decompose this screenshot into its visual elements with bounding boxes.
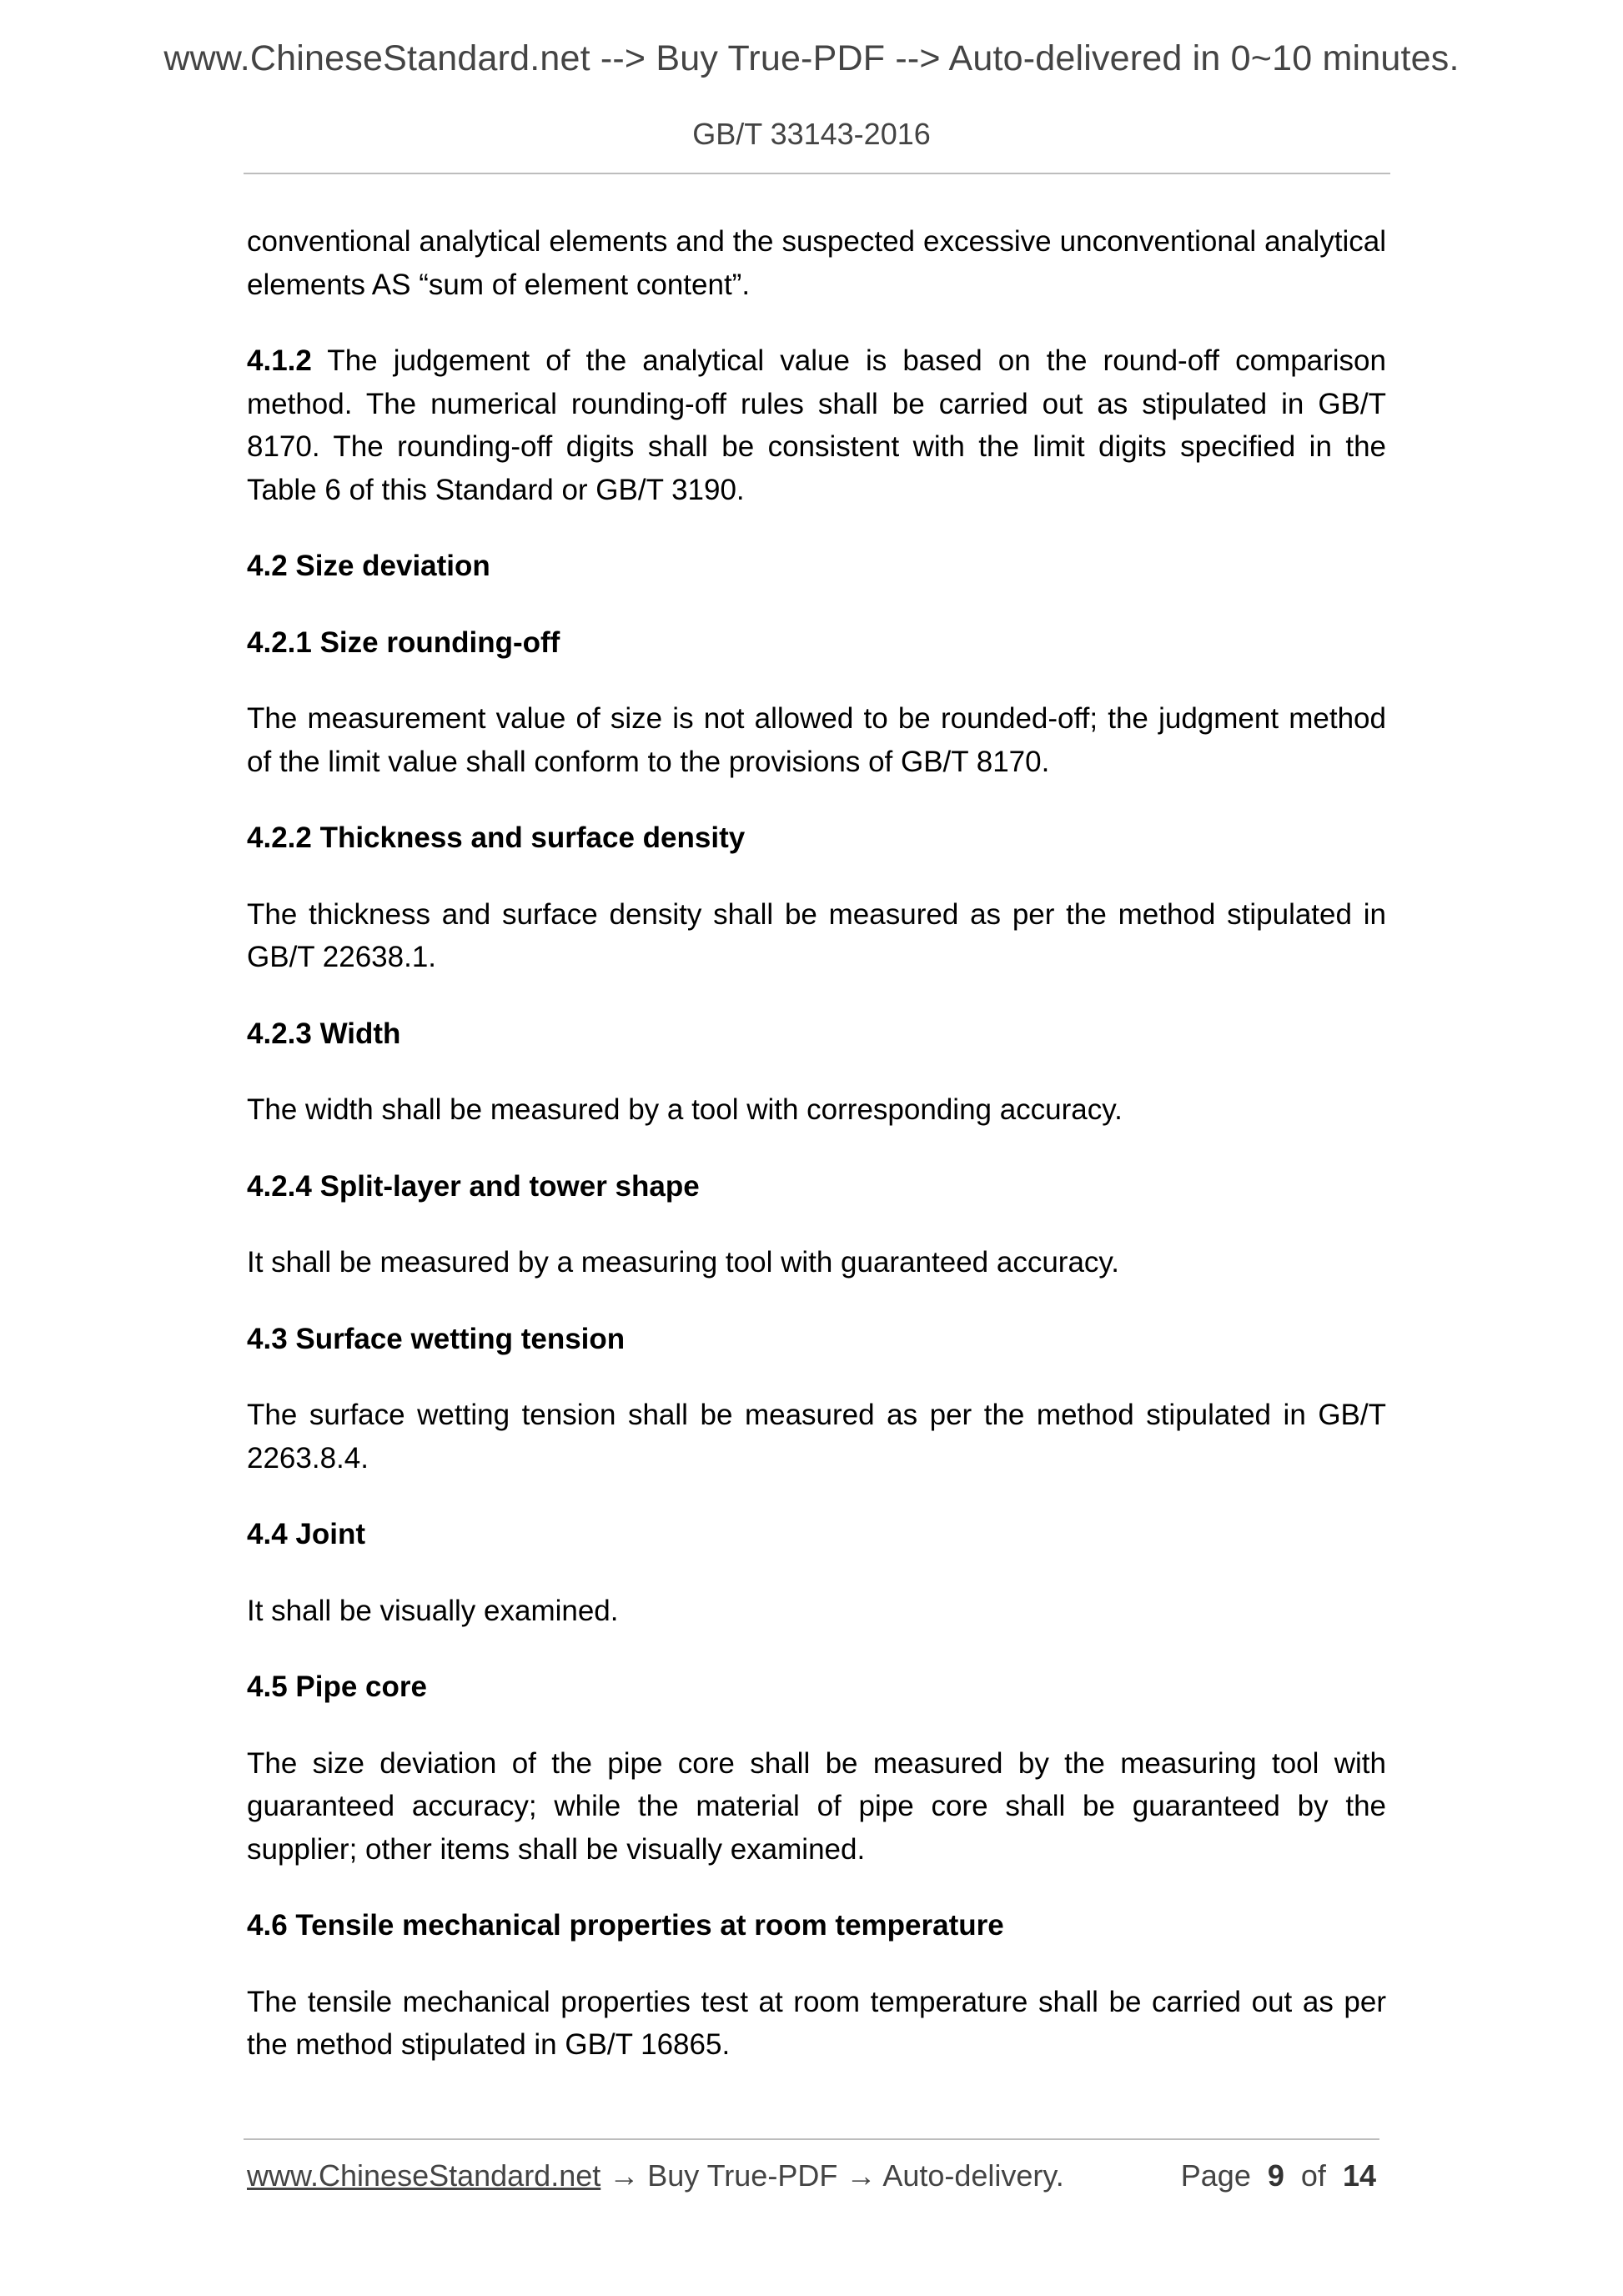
document-body [247,220,1386,2100]
paragraph-4-5: The size deviation of the pipe core shall be measured by the measuring tool with guaranteed accuracy; while the material of pipe core shall be guaranteed by the supplier; other items shall be visually examined. [247,1746,1386,1866]
page-indicator [1181,2158,1376,2193]
of-label: of [1300,2158,1326,2193]
page-number: 9 [1267,2158,1284,2193]
page-label: Page [1180,2158,1251,2193]
paragraph-4-6: The tensile mechanical properties test at room temperature shall be carried out as per the method stipulated in GB/T 16865. [247,1985,1386,2061]
heading-4-5: 4.5 Pipe core [247,1671,427,1703]
paragraph-continued: conventional analytical elements and the suspected excessive unconventional analytical elements AS “sum of element content”. [247,225,1386,301]
heading-4-4: 4.4 Joint [247,1518,365,1550]
paragraph-4-2-3: The width shall be measured by a tool with corresponding accuracy. [247,1093,1123,1126]
clause-text: The judgement of the analytical value is based on the round-off comparison method. The numerical rounding-off rules shall be carried out as stipulated in GB/T 8170. The rounding-off digits shall be consistent with the limit digits specified in the Table 6 of this Standard or GB/T 3190. [247,344,1386,506]
paragraph-4-2-2: The thickness and surface density shall be measured as per the method stipulated in GB/T 22638.1. [247,897,1386,973]
clause-number: 4.1.2 [247,344,312,377]
clause-4-1-2 [247,339,1386,511]
footer-tagline: → Buy True-PDF → Auto-delivery. [600,2158,1064,2193]
document-code: GB/T 33143-2016 [692,117,931,151]
heading-4-2: 4.2 Size deviation [247,550,490,582]
paragraph-4-4: It shall be visually examined. [247,1594,619,1627]
paragraph-4-2-4: It shall be measured by a measuring tool with guaranteed accuracy. [247,1246,1120,1279]
page-footer [247,2158,1376,2193]
footer-site-link[interactable]: www.ChineseStandard.net [247,2158,601,2193]
footer-left [247,2158,1064,2193]
header-divider [244,173,1390,174]
paragraph-4-2-1: The measurement value of size is not allowed to be rounded-off; the judgment method of the limit value shall conform to the provisions of GB/T 8170. [247,702,1386,778]
heading-4-2-1: 4.2.1 Size rounding-off [247,625,560,659]
top-banner: www.ChineseStandard.net --> Buy True-PDF --> Auto-delivered in 0~10 minutes. [163,38,1460,78]
heading-4-2-2: 4.2.2 Thickness and surface density [247,821,746,854]
footer-divider [244,2138,1379,2140]
heading-4-2-4: 4.2.4 Split-layer and tower shape [247,1169,700,1203]
heading-4-6: 4.6 Tensile mechanical properties at room temperature [247,1909,1004,1942]
heading-4-3: 4.3 Surface wetting tension [247,1322,626,1355]
heading-4-2-3: 4.2.3 Width [247,1017,401,1050]
paragraph-4-3: The surface wetting tension shall be measured as per the method stipulated in GB/T 2263.8.4. [247,1399,1386,1475]
page-total: 14 [1342,2158,1376,2193]
